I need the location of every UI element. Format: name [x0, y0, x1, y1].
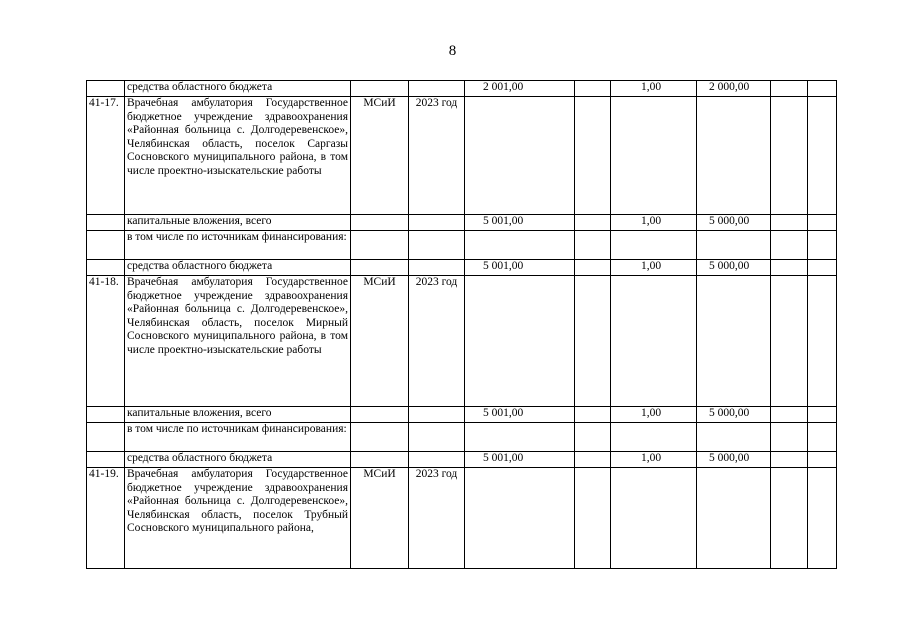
cell-empty	[808, 81, 837, 97]
cell-executor	[351, 260, 409, 276]
cell-amount: 5 001,00	[465, 407, 575, 423]
cell-total: 5 000,00	[697, 452, 771, 468]
cell-empty	[771, 452, 808, 468]
cell-empty	[808, 423, 837, 452]
cell-executor	[351, 452, 409, 468]
cell-empty	[575, 97, 611, 215]
table-row	[87, 407, 837, 423]
cell-empty	[575, 81, 611, 97]
table-row	[87, 452, 837, 468]
cell-executor: МСиИ	[351, 276, 409, 407]
cell-total: 5 000,00	[697, 407, 771, 423]
cell-empty	[575, 407, 611, 423]
cell-coefficient: 1,00	[611, 215, 697, 231]
cell-empty	[575, 276, 611, 407]
cell-empty	[808, 231, 837, 260]
cell-name: Врачебная амбулатория Государственное бюджетное учреждение здравоохранения «Районная больница с. Долгодеревенское», Челябинская область, поселок Мирный Сосновского муниципального района, в том числе проектно-изыскательские работы	[125, 276, 351, 407]
cell-amount	[465, 468, 575, 569]
cell-name: средства областного бюджета	[125, 81, 351, 97]
cell-name: капитальные вложения, всего	[125, 407, 351, 423]
cell-num	[87, 231, 125, 260]
cell-year	[409, 260, 465, 276]
cell-amount	[465, 276, 575, 407]
cell-total: 2 000,00	[697, 81, 771, 97]
cell-total	[697, 468, 771, 569]
cell-year	[409, 81, 465, 97]
cell-empty	[808, 452, 837, 468]
cell-empty	[771, 468, 808, 569]
cell-amount: 5 001,00	[465, 260, 575, 276]
cell-amount	[465, 97, 575, 215]
cell-name: капитальные вложения, всего	[125, 215, 351, 231]
cell-total	[697, 231, 771, 260]
cell-empty	[771, 81, 808, 97]
cell-name: средства областного бюджета	[125, 452, 351, 468]
cell-empty	[808, 468, 837, 569]
cell-num: 41-19.	[87, 468, 125, 569]
cell-executor	[351, 215, 409, 231]
table-row	[87, 468, 837, 569]
cell-total	[697, 423, 771, 452]
cell-empty	[575, 468, 611, 569]
cell-name: Врачебная амбулатория Государственное бюджетное учреждение здравоохранения «Районная больница с. Долгодеревенское», Челябинская область, поселок Саргазы Сосновского муниципального района, в том числе проектно-изыскательские работы	[125, 97, 351, 215]
cell-executor: МСиИ	[351, 468, 409, 569]
cell-empty	[771, 97, 808, 215]
cell-year	[409, 231, 465, 260]
cell-coefficient: 1,00	[611, 260, 697, 276]
cell-amount: 2 001,00	[465, 81, 575, 97]
cell-empty	[771, 231, 808, 260]
cell-coefficient	[611, 97, 697, 215]
cell-empty	[808, 276, 837, 407]
cell-year: 2023 год	[409, 468, 465, 569]
table-row	[87, 81, 837, 97]
cell-empty	[575, 423, 611, 452]
cell-num	[87, 215, 125, 231]
cell-empty	[771, 276, 808, 407]
cell-num	[87, 407, 125, 423]
cell-empty	[771, 423, 808, 452]
cell-year	[409, 407, 465, 423]
cell-empty	[771, 407, 808, 423]
cell-total: 5 000,00	[697, 260, 771, 276]
cell-amount: 5 001,00	[465, 452, 575, 468]
table-row	[87, 97, 837, 215]
cell-name: в том числе по источникам финансирования:	[125, 231, 351, 260]
cell-year: 2023 год	[409, 276, 465, 407]
cell-coefficient: 1,00	[611, 452, 697, 468]
cell-amount: 5 001,00	[465, 215, 575, 231]
table-row	[87, 231, 837, 260]
cell-total	[697, 97, 771, 215]
cell-year: 2023 год	[409, 97, 465, 215]
cell-year	[409, 423, 465, 452]
page-number: 8	[448, 43, 457, 59]
cell-name: в том числе по источникам финансирования:	[125, 423, 351, 452]
cell-num	[87, 260, 125, 276]
cell-num: 41-18.	[87, 276, 125, 407]
cell-coefficient	[611, 423, 697, 452]
cell-empty	[771, 215, 808, 231]
cell-amount	[465, 423, 575, 452]
cell-total	[697, 276, 771, 407]
capital-investment-table	[86, 80, 837, 569]
cell-executor: МСиИ	[351, 97, 409, 215]
cell-coefficient	[611, 231, 697, 260]
cell-coefficient	[611, 276, 697, 407]
cell-empty	[771, 260, 808, 276]
cell-num	[87, 81, 125, 97]
cell-coefficient: 1,00	[611, 407, 697, 423]
cell-executor	[351, 407, 409, 423]
cell-year	[409, 215, 465, 231]
cell-empty	[575, 260, 611, 276]
cell-amount	[465, 231, 575, 260]
cell-empty	[808, 260, 837, 276]
cell-coefficient: 1,00	[611, 81, 697, 97]
cell-executor	[351, 423, 409, 452]
cell-num: 41-17.	[87, 97, 125, 215]
cell-total: 5 000,00	[697, 215, 771, 231]
table-row	[87, 260, 837, 276]
cell-name: Врачебная амбулатория Государственное бюджетное учреждение здравоохранения «Районная больница с. Долгодеревенское», Челябинская область, поселок Трубный Сосновского муниципального района,	[125, 468, 351, 569]
cell-empty	[808, 407, 837, 423]
table-row	[87, 215, 837, 231]
cell-num	[87, 423, 125, 452]
cell-name: средства областного бюджета	[125, 260, 351, 276]
cell-empty	[808, 215, 837, 231]
cell-executor	[351, 81, 409, 97]
table-row	[87, 276, 837, 407]
cell-empty	[575, 231, 611, 260]
table-row	[87, 423, 837, 452]
cell-executor	[351, 231, 409, 260]
cell-empty	[575, 452, 611, 468]
cell-empty	[808, 97, 837, 215]
cell-num	[87, 452, 125, 468]
cell-coefficient	[611, 468, 697, 569]
cell-empty	[575, 215, 611, 231]
cell-year	[409, 452, 465, 468]
